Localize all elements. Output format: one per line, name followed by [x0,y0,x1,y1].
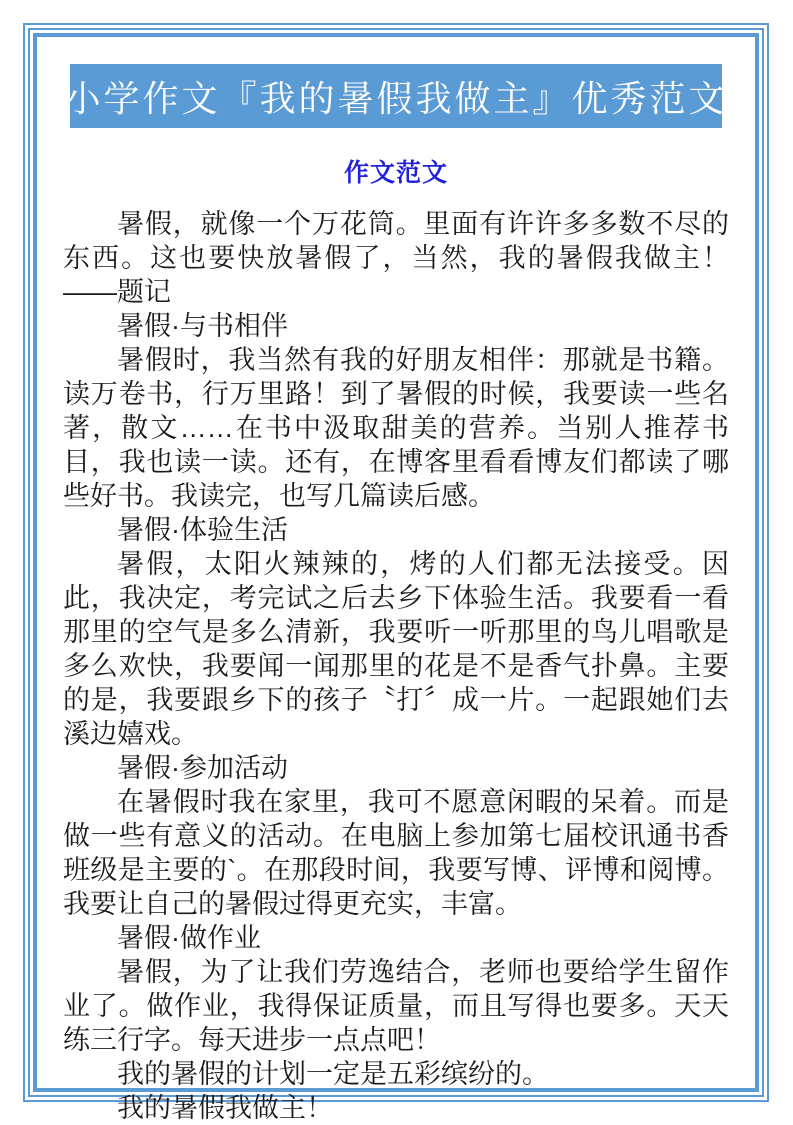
paragraph-plan: 我的暑假的计划一定是五彩缤纷的。 [117,1059,549,1089]
paragraph-activity: 在暑假时我在家里，我可不愿意闲暇的呆着。而是做一些有意义的活动。在电脑上参加第七届校讯通书香班级是主要的`。在那段时间，我要写博、评博和阅博。我要让自己的暑假过得更充实，丰富。 [63,787,729,919]
paragraph-intro: 暑假，就像一个万花筒。里面有许许多多数不尽的东西。这也要快放暑假了，当然，我的暑假我做主！——题记 [63,209,729,307]
paragraph-life: 暑假，太阳火辣辣的，烤的人们都无法接受。因此，我决定，考完试之后去乡下体验生活。我要看一看那里的空气是多么清新，我要听一听那里的鸟儿唱歌是多么欢快，我要闻一闻那里的花是不是香气扑鼻。主要的是，我要跟乡下的孩子〝打〞成一片。一起跟她们去溪边嬉戏。 [63,549,729,749]
subtitle: 作文范文 [343,159,448,187]
decorative-border-outer [23,23,769,1123]
title-banner [64,64,728,128]
decorative-border-middle [28,28,764,1123]
page-title: 小学作文『我的暑假我做主』优秀范文 [64,78,728,120]
paragraph-homework: 暑假，为了让我们劳逸结合，老师也要给学生留作业了。做作业，我得保证质量，而且写得也要多。天天练三行字。每天进步一点点吧！ [63,957,729,1055]
decorative-border-inner [33,33,759,1123]
section-heading-life: 暑假·体验生活 [117,515,288,545]
section-heading-homework: 暑假·做作业 [117,923,261,953]
section-heading-activity: 暑假·参加活动 [117,753,288,783]
paragraph-books: 暑假时，我当然有我的好朋友相伴：那就是书籍。读万卷书，行万里路！到了暑假的时候，我要读一些名著，散文……在书中汲取甜美的营养。当别人推荐书目，我也读一读。还有，在博客里看看博友们都读了哪些好书。我读完，也写几篇读后感。 [63,345,729,511]
essay-body [63,207,729,1125]
paragraph-closing: 我的暑假我做主！ [117,1093,333,1123]
section-heading-books: 暑假·与书相伴 [117,311,288,341]
